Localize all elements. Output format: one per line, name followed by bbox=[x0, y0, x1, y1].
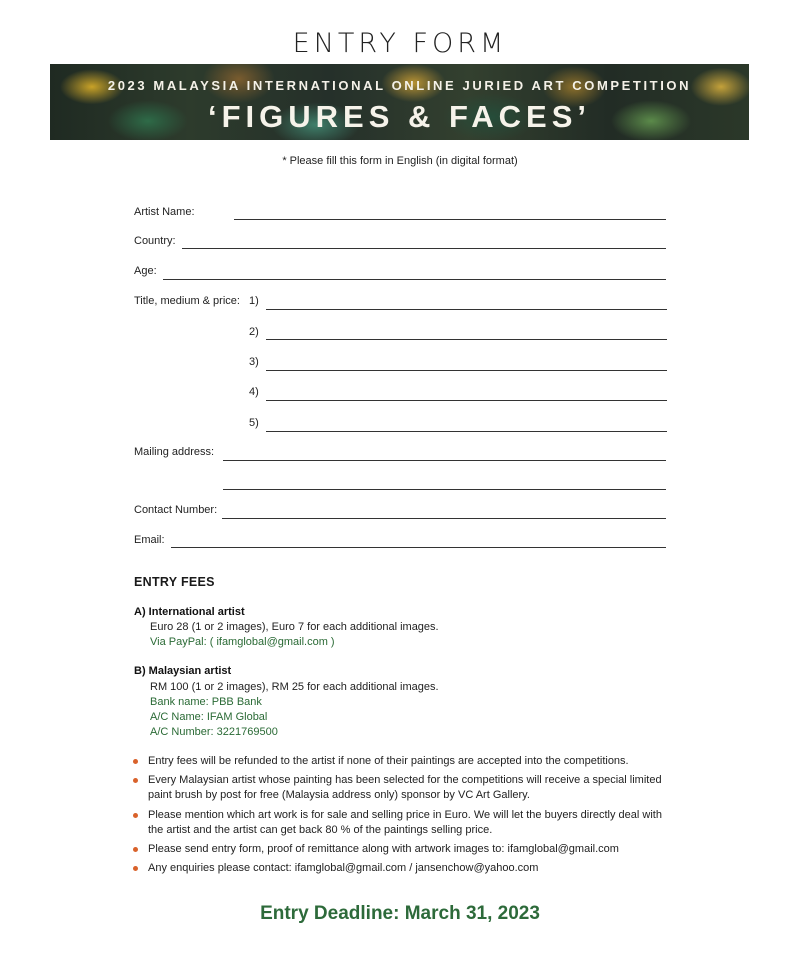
entry-number-1: 1) bbox=[249, 295, 259, 307]
competition-banner bbox=[50, 64, 749, 140]
bullet-item bbox=[134, 861, 674, 876]
mailing-address-field-1[interactable] bbox=[223, 460, 666, 461]
account-name: A/C Name: IFAM Global bbox=[150, 711, 268, 723]
bullet-item bbox=[134, 808, 674, 838]
paypal-info: Via PayPal: ( ifamglobal@gmail.com ) bbox=[150, 636, 335, 648]
title-medium-price-label: Title, medium & price: bbox=[134, 295, 240, 307]
bullet-icon bbox=[133, 759, 138, 764]
entry-field-3[interactable] bbox=[266, 370, 667, 371]
form-note: * Please fill this form in English (in digital format) bbox=[282, 155, 518, 167]
bullet-icon bbox=[133, 778, 138, 783]
banner-title: ‘FIGURES & FACES’ bbox=[208, 99, 591, 134]
bank-name: Bank name: PBB Bank bbox=[150, 696, 262, 708]
page-title: ENTRY FORM bbox=[292, 28, 508, 59]
artist-name-field[interactable] bbox=[234, 219, 666, 220]
entry-field-2[interactable] bbox=[266, 339, 667, 340]
entry-fees-heading: ENTRY FEES bbox=[134, 575, 215, 589]
entry-number-5: 5) bbox=[249, 417, 259, 429]
account-number: A/C Number: 3221769500 bbox=[150, 726, 278, 738]
bullet-text: Every Malaysian artist whose painting has been selected for the competitions will receive a special limited paint brush by post for free (Malaysia address only) sponsor by VC Art Gallery. bbox=[148, 774, 662, 801]
bullet-text: Any enquiries please contact: ifamglobal@gmail.com / jansenchow@yahoo.com bbox=[148, 862, 539, 874]
bullet-text: Please send entry form, proof of remittance along with artwork images to: ifamglobal@gmail.com bbox=[148, 843, 619, 855]
contact-number-field[interactable] bbox=[222, 518, 666, 519]
malaysian-artist-heading: B) Malaysian artist bbox=[134, 665, 232, 677]
entry-field-5[interactable] bbox=[266, 431, 667, 432]
bullet-icon bbox=[133, 813, 138, 818]
bullet-text: Please mention which art work is for sale and selling price in Euro. We will let the buyers directly deal with the artist and the artist can get back 80 % of the paintings selling price. bbox=[148, 809, 662, 836]
international-price: Euro 28 (1 or 2 images), Euro 7 for each additional images. bbox=[150, 621, 439, 633]
entry-number-2: 2) bbox=[249, 326, 259, 338]
entry-deadline: Entry Deadline: March 31, 2023 bbox=[260, 903, 540, 924]
bullet-item bbox=[134, 773, 674, 803]
international-artist-heading: A) International artist bbox=[134, 606, 245, 618]
mailing-address-label: Mailing address: bbox=[134, 446, 215, 458]
entry-field-1[interactable] bbox=[266, 309, 667, 310]
entry-number-3: 3) bbox=[249, 356, 259, 368]
email-label: Email: bbox=[134, 534, 165, 546]
bullet-icon bbox=[133, 866, 138, 871]
email-field[interactable] bbox=[171, 547, 666, 548]
artist-name-label: Artist Name: bbox=[134, 206, 195, 218]
bullet-item bbox=[134, 754, 674, 769]
country-label: Country: bbox=[134, 235, 176, 247]
entry-field-4[interactable] bbox=[266, 400, 667, 401]
contact-number-label: Contact Number: bbox=[134, 504, 218, 516]
banner-subtitle: 2023 MALAYSIA INTERNATIONAL ONLINE JURIED ART COMPETITION bbox=[107, 78, 692, 93]
country-field[interactable] bbox=[182, 248, 666, 249]
age-label: Age: bbox=[134, 265, 157, 277]
malaysian-price: RM 100 (1 or 2 images), RM 25 for each additional images. bbox=[150, 681, 439, 693]
bullet-item bbox=[134, 842, 674, 857]
age-field[interactable] bbox=[163, 279, 666, 280]
entry-number-4: 4) bbox=[249, 386, 259, 398]
mailing-address-field-2[interactable] bbox=[223, 489, 666, 490]
bullet-text: Entry fees will be refunded to the artist if none of their paintings are accepted into the competitions. bbox=[148, 755, 629, 767]
bullet-icon bbox=[133, 847, 138, 852]
